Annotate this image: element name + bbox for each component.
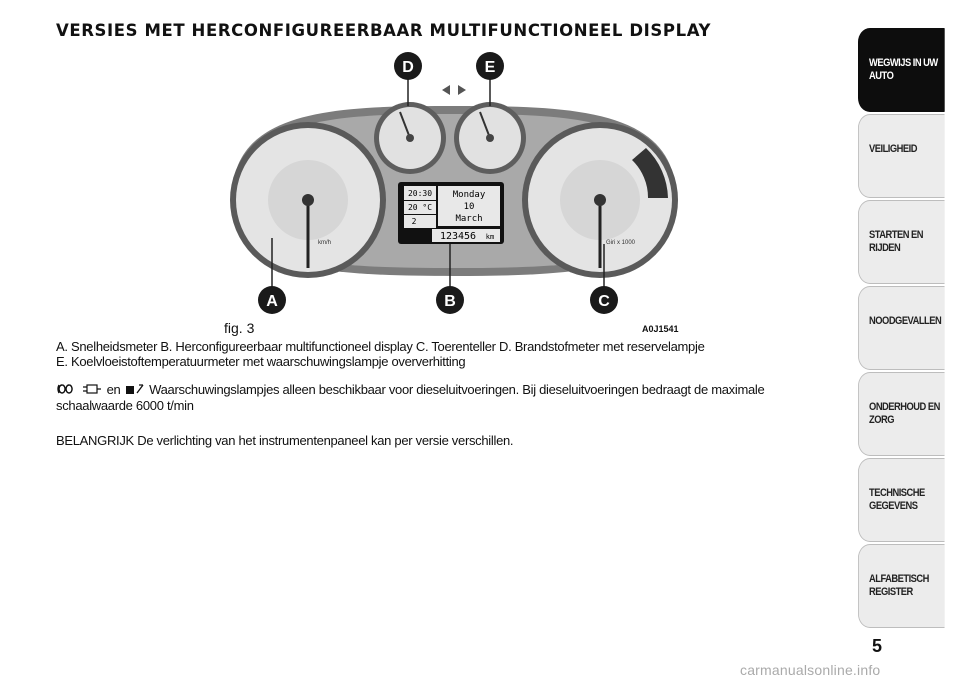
glow-plug-icon	[56, 383, 78, 398]
chapter-tab-7[interactable]: ALFABETISCH REGISTER	[858, 544, 945, 628]
chapter-tab-1[interactable]: WEGWIJS IN UW AUTO	[858, 28, 945, 112]
display-odo-unit: km	[485, 233, 495, 241]
figure-caption	[56, 339, 796, 369]
callout-label-d: D	[402, 59, 414, 76]
chapter-tab-3[interactable]: STARTEN EN RIJDEN	[858, 200, 945, 284]
warning-note	[56, 382, 796, 413]
figure-code: A0J1541	[642, 324, 679, 334]
chapter-tab-6[interactable]: TECHNISCHE GEGEVENS	[858, 458, 945, 542]
caption-line-2: E. Koelvloeistoftemperatuurmeter met waarschuwingslampje oververhitting	[56, 354, 466, 369]
water-in-fuel-icon	[124, 383, 146, 398]
figure-label: fig. 3	[224, 320, 255, 336]
important-note: BELANGRIJK De verlichting van het instrumentenpaneel kan per versie verschillen.	[56, 433, 514, 448]
display-odometer: 123456	[439, 231, 477, 242]
callout-label-c: C	[598, 293, 610, 310]
warning-en: en	[106, 382, 121, 397]
display-gear: 2	[411, 217, 417, 226]
chapter-tab-5[interactable]: ONDERHOUD EN ZORG	[858, 372, 945, 456]
display-time: 20:30	[407, 189, 433, 198]
callout-label-a: A	[266, 293, 278, 310]
display-date: 10	[463, 202, 475, 212]
section-heading: VERSIES MET HERCONFIGUREERBAAR MULTIFUNCTIONEEL DISPLAY	[56, 21, 712, 40]
warning-text: Waarschuwingslampjes alleen beschikbaar voor dieseluitvoeringen. Bij dieseluitvoeringen bedraagt de maximale schaalwaarde 6000 t/min	[56, 382, 765, 414]
watermark: carmanualsonline.info	[740, 662, 881, 678]
speedo-unit: km/h	[318, 240, 332, 246]
engine-filter-icon	[81, 383, 103, 398]
callout-label-b: B	[444, 293, 456, 310]
display-month: March	[455, 214, 483, 224]
display-temp: 20 °C	[407, 203, 433, 212]
instrument-cluster-figure	[228, 48, 680, 320]
chapter-tab-2[interactable]: VEILIGHEID	[858, 114, 945, 198]
chapter-tab-4[interactable]: NOODGEVALLEN	[858, 286, 945, 370]
tacho-unit: Giri x 1000	[606, 240, 636, 246]
callout-label-e: E	[484, 59, 496, 76]
caption-line-1: A. Snelheidsmeter B. Herconfigureerbaar multifunctioneel display C. Toerenteller D. Brandstofmeter met reservelampje	[56, 339, 705, 354]
display-day: Monday	[452, 190, 486, 200]
page-number: 5	[872, 636, 883, 656]
